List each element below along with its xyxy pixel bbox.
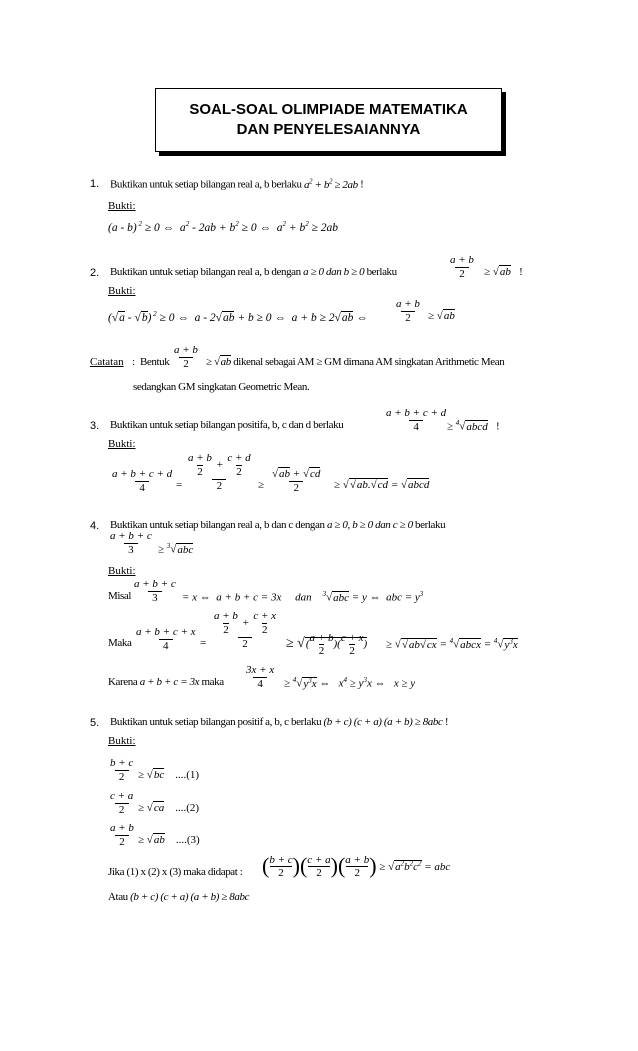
catatan-label: Catatan	[90, 356, 124, 368]
catatan-line-1: ≥ √ab dikenal sebagai AM ≥ GM dimana AM singkatan Arithmetic Mean	[206, 356, 505, 368]
title-box	[155, 88, 502, 152]
problem-4-fraction: $\frac{a + b + c}{3}$	[110, 530, 152, 556]
title-line-1: SOAL-SOAL OLIMPIADE MATEMATIKA	[189, 101, 468, 118]
eq1-fraction: $\frac{b + c}{2}$	[110, 757, 134, 783]
title-line-2: DAN PENYELESAIANNYA	[236, 121, 421, 138]
bukti-4-karena-fraction: $\frac{3x + x}{4}$	[246, 664, 275, 690]
bukti-2-label: Bukti:	[108, 285, 136, 297]
problem-2-fraction: $\frac{a + b}{2}$	[450, 254, 474, 280]
bukti-3-frac-c: $\frac{√ab + √cd}{2}$	[272, 468, 321, 494]
bukti-5-jika: Jika (1) x (2) x (3) maka didapat :	[108, 866, 243, 878]
eq3-rhs: ≥ √ab ....(3)	[138, 834, 200, 846]
eq1-rhs: ≥ √bc ....(1)	[138, 769, 200, 781]
catatan-fraction: $\frac{a + b}{2}$	[174, 344, 198, 370]
problem-3-fraction: $\frac{a + b + c + d}{4}$	[386, 407, 447, 433]
problem-4-text: Buktikan untuk setiap bilangan real a, b dan c dengan a ≥ 0, b ≥ 0 dan c ≥ 0 berlaku	[110, 519, 446, 531]
catatan-colon: :	[132, 356, 136, 368]
problem-5-number: 5.	[90, 717, 100, 729]
bukti-3-label: Bukti:	[108, 438, 136, 450]
bukti-4-label: Bukti:	[108, 565, 136, 577]
catatan-bentuk: Bentuk	[140, 356, 170, 368]
bukti-4-misal: Misal	[108, 590, 132, 602]
bukti-5-label: Bukti:	[108, 735, 136, 747]
problem-1-text: Buktikan untuk setiap bilangan real a, b berlaku $a^2 + b^2 \ge 2ab$ !	[110, 177, 364, 191]
problem-2-number: 2.	[90, 267, 100, 279]
problem-2-text: Buktikan untuk setiap bilangan real a, b dengan a ≥ 0 dan b ≥ 0 berlaku	[110, 266, 397, 278]
bukti-2-rhs: ≥ √ab	[428, 310, 455, 322]
bukti-4-maka-frac-b: a + b 2 + $\frac{c + x}{2}$ 2	[214, 610, 277, 650]
bukti-4-misal-rest: = x ⇔ a + b + c = 3x dan $^3$√abc = y ⇔ abc = $y^3$	[182, 590, 424, 604]
problem-3-rhs: ≥ $^4$√abcd !	[447, 419, 500, 433]
bukti-4-karena-rhs: ≥ $^4√y^3x$ ⇔ $x^4 \ge y^3x$ ⇔ x ≥ y	[284, 676, 416, 690]
bukti-2-math: (√a - √b) $^2$ ≥ 0 ⇔ a - 2√ab + b ≥ 0 ⇔ a + b ≥ 2√ab ⇔	[108, 310, 368, 324]
bukti-4-maka-frac-a: $\frac{a + b + c + x}{4}$	[136, 626, 196, 652]
bukti-3-eq: =	[176, 479, 183, 491]
bukti-4-eq: =	[200, 637, 207, 649]
bukti-2-fraction: $\frac{a + b}{2}$	[396, 298, 420, 324]
bukti-4-maka: Maka	[108, 637, 132, 649]
bukti-4-maka-rhs: ≥ √( $\frac{a + b}{2}$ )( $\frac{c + x}{2}$ )	[286, 632, 368, 657]
bukti-3-rhs: ≥ √√ab.√cd = √abcd	[334, 479, 430, 491]
bukti-5-atau: Atau (b + c) (c + a) (a + b) ≥ 8abc	[108, 891, 250, 903]
problem-3-number: 3.	[90, 420, 100, 432]
catatan-line-2: sedangkan GM singkatan Geometric Mean.	[133, 381, 310, 393]
bukti-5-product: ( $\frac{b + c}{2}$ )( $\frac{c + a}{2}$ )( $\frac{a + b}{2}$ ) ≥ $√a^2b^2c^2$ = abc	[262, 853, 451, 879]
problem-4-number: 4.	[90, 520, 100, 532]
bukti-1-label: Bukti:	[108, 200, 136, 212]
eq2-fraction: $\frac{c + a}{2}$	[110, 790, 134, 816]
bukti-3-frac-b: a + b 2 + $\frac{c + d}{2}$ 2	[188, 452, 251, 492]
problem-2-rhs: ≥ √ab !	[484, 266, 523, 278]
problem-5-text: Buktikan untuk setiap bilangan positif a, b, c berlaku (b + c) (c + a) (a + b) ≥ 8abc !	[110, 716, 449, 728]
bukti-3-frac-a: $\frac{a + b + c + d}{4}$	[112, 468, 173, 494]
bukti-4-karena: Karena a + b + c = 3x maka	[108, 676, 224, 688]
bukti-4-maka-rhs-2: ≥ √√ab√cx = $^4$√abcx = $^4√y^3x$	[386, 637, 518, 651]
bukti-4-misal-fraction: $\frac{a + b + c}{3}$	[134, 578, 176, 604]
bukti-3-geq-1: ≥	[258, 479, 265, 491]
eq3-fraction: $\frac{a + b}{2}$	[110, 822, 134, 848]
eq2-rhs: ≥ √ca ....(2)	[138, 802, 200, 814]
problem-4-rhs: ≥ $^3$√abc	[158, 542, 194, 556]
problem-3-text: Buktikan untuk setiap bilangan positifa, b, c dan d berlaku	[110, 419, 344, 431]
problem-1-number: 1.	[90, 178, 100, 190]
bukti-1-math: (a - b) $^2$ ≥ 0 ⇔ $a^2 - 2ab + b^2 \ge 0$ ⇔ $a^2 + b^2 \ge 2ab$	[108, 220, 339, 234]
